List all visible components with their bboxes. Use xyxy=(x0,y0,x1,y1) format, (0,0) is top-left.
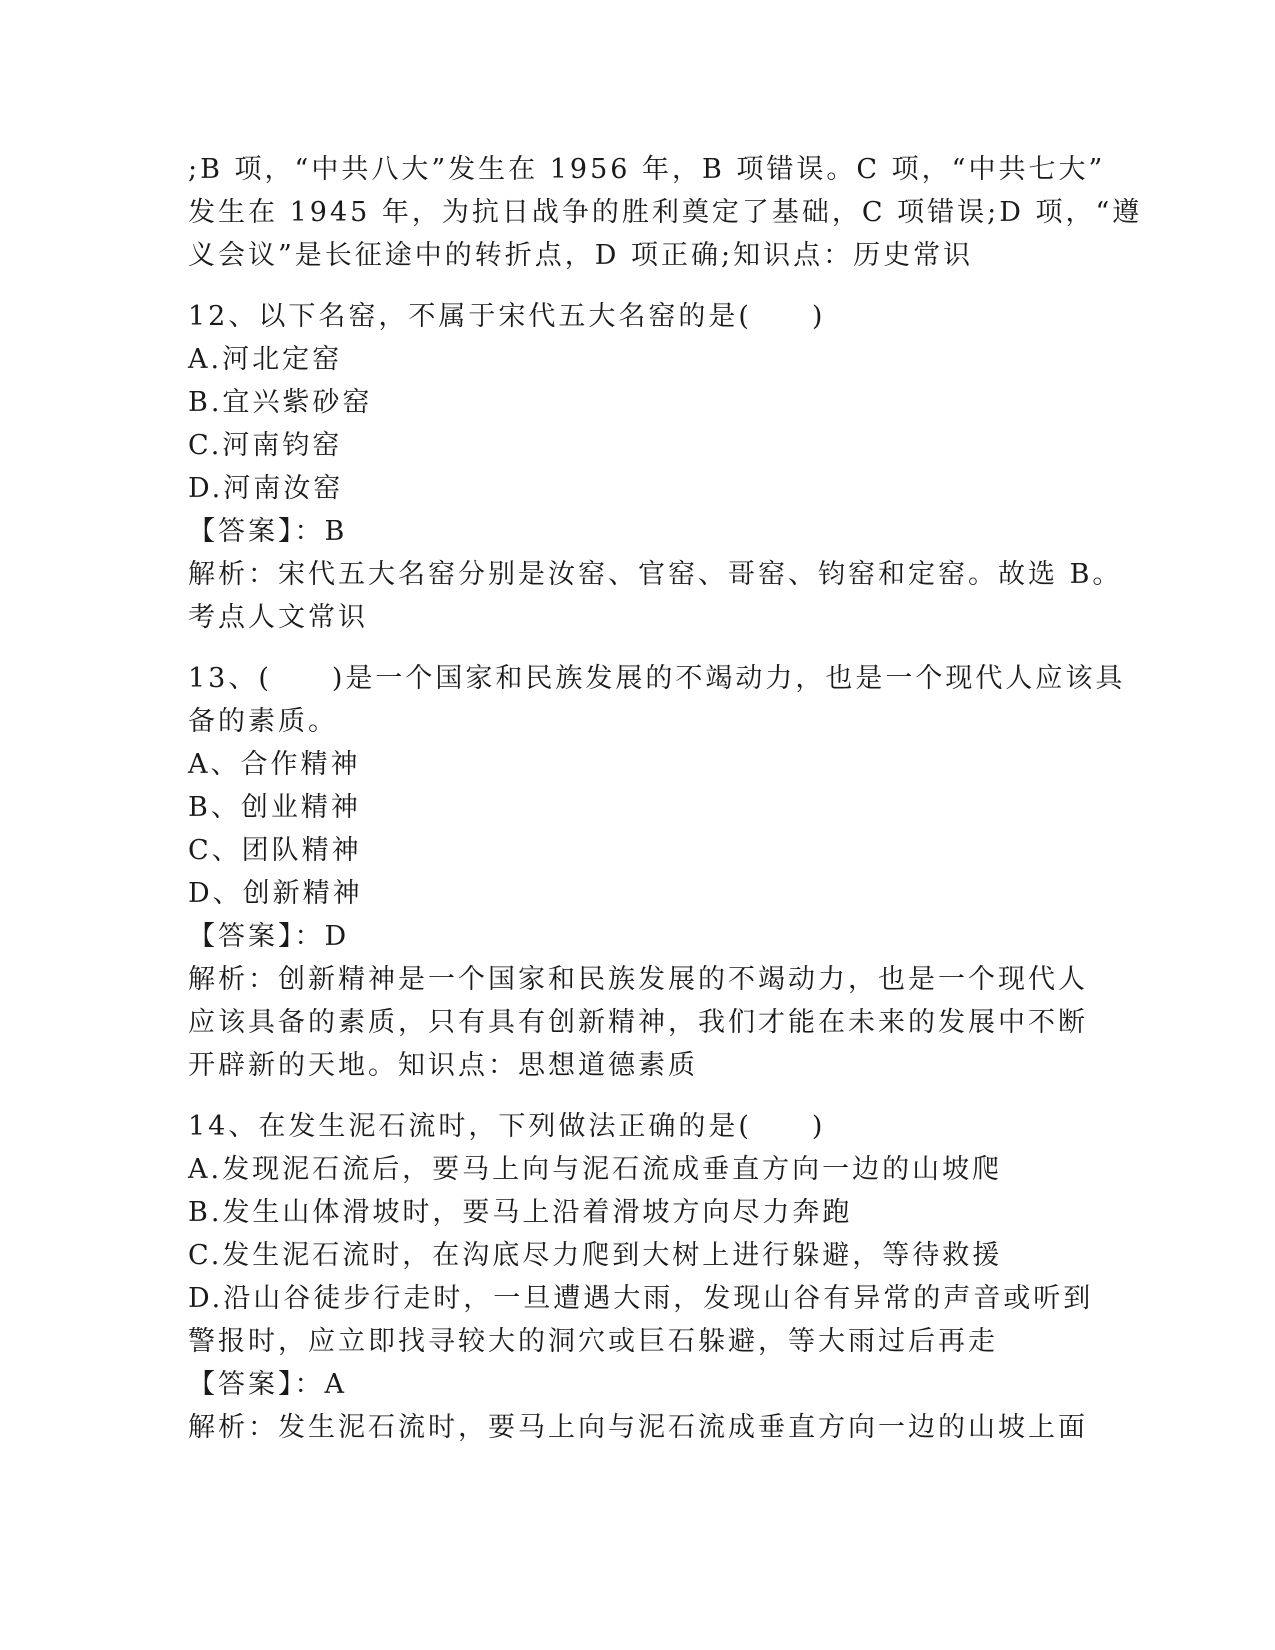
spacer xyxy=(188,277,1088,295)
option-a: A.河北定窑 xyxy=(188,344,343,375)
option-b: B.发生山体滑坡时，要马上沿着滑坡方向尽力奔跑 xyxy=(188,1197,853,1228)
question-13 xyxy=(188,657,1126,1087)
explanation-line: 解析：创新精神是一个国家和民族发展的不竭动力，也是一个现代人 xyxy=(188,964,1088,995)
option-b: B.宜兴紫砂窑 xyxy=(188,387,373,418)
question-stem: 13、( )是一个国家和民族发展的不竭动力，也是一个现代人应该具 xyxy=(188,663,1126,694)
question-stem: 12、以下名窑，不属于宋代五大名窑的是( ) xyxy=(188,301,826,332)
option-d: D、创新精神 xyxy=(188,878,363,909)
question-12 xyxy=(188,295,1123,639)
answer: 【答案】：B xyxy=(188,516,348,547)
explanation-line: 解析：宋代五大名窑分别是汝窑、官窑、哥窑、钧窑和定窑。故选 B。 xyxy=(188,559,1123,590)
option-d: D.河南汝窑 xyxy=(188,473,344,504)
option-a: A、合作精神 xyxy=(188,749,361,780)
option-c: C.河南钧窑 xyxy=(188,430,343,461)
explanation-line: ;B 项，“中共八大”发生在 1956 年，B 项错误。C 项，“中共七大” xyxy=(188,154,1106,185)
option-c: C、团队精神 xyxy=(188,835,362,866)
question-stem: 备的素质。 xyxy=(188,706,338,737)
option-b: B、创业精神 xyxy=(188,792,361,823)
explanation-line: 考点人文常识 xyxy=(188,602,368,633)
spacer xyxy=(188,639,1088,657)
explanation-line: 应该具备的素质，只有具有创新精神，我们才能在未来的发展中不断 xyxy=(188,1007,1088,1038)
explanation-line: 开辟新的天地。知识点：思想道德素质 xyxy=(188,1050,698,1081)
explanation-line: 解析：发生泥石流时，要马上向与泥石流成垂直方向一边的山坡上面 xyxy=(188,1412,1088,1443)
option-a: A.发现泥石流后，要马上向与泥石流成垂直方向一边的山坡爬 xyxy=(188,1154,1003,1185)
document-content xyxy=(188,148,1143,1449)
option-c: C.发生泥石流时，在沟底尽力爬到大树上进行躲避，等待救援 xyxy=(188,1240,1003,1271)
explanation-line: 义会议”是长征途中的转折点，D 项正确;知识点：历史常识 xyxy=(188,240,974,271)
explanation-line: 发生在 1945 年，为抗日战争的胜利奠定了基础，C 项错误;D 项，“遵 xyxy=(188,197,1143,228)
answer: 【答案】：D xyxy=(188,921,350,952)
question-stem: 14、在发生泥石流时，下列做法正确的是( ) xyxy=(188,1111,826,1142)
question-14 xyxy=(188,1105,1094,1449)
answer: 【答案】：A xyxy=(188,1369,347,1400)
option-d: D.沿山谷徒步行走时，一旦遭遇大雨，发现山谷有异常的声音或听到 xyxy=(188,1283,1094,1314)
spacer xyxy=(188,1087,1088,1105)
option-d-continued: 警报时，应立即找寻较大的洞穴或巨石躲避，等大雨过后再走 xyxy=(188,1326,998,1357)
previous-explanation xyxy=(188,148,1143,277)
